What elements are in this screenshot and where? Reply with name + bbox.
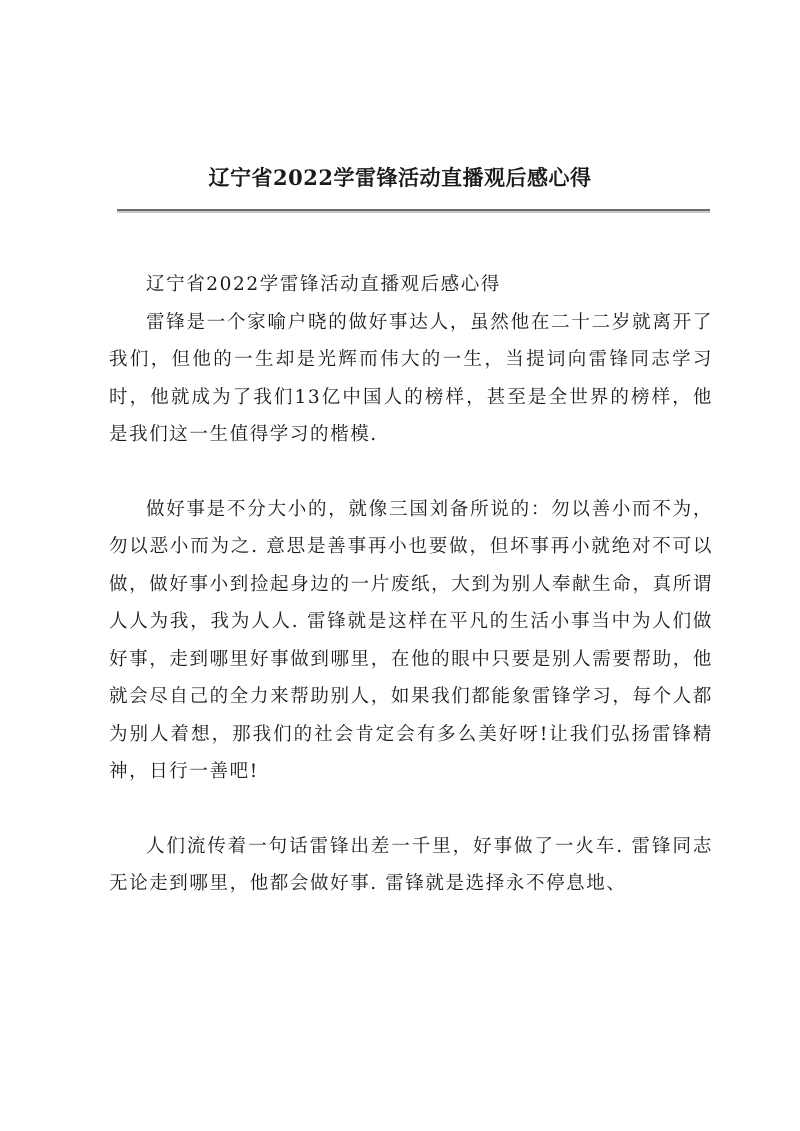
paragraph-subtitle: 辽宁省2022学雷锋活动直播观后感心得 — [146, 274, 501, 295]
document-body — [109, 266, 713, 903]
paragraph-3: 人们流传着一句话雷锋出差一千里，好事做了一火车. 雷锋同志无论走到哪里，他都会做好事. 雷锋就是选择永不停息地、 — [109, 835, 713, 894]
paragraph-1: 雷锋是一个家喻户晓的做好事达人，虽然他在二十二岁就离开了我们，但他的一生却是光辉而伟大的一生，当提词向雷锋同志学习时，他就成为了我们13亿中国人的榜样，甚至是全世界的榜样，他是我们这一生值得学习的楷模. — [109, 311, 713, 445]
paragraph-2: 做好事是不分大小的，就像三国刘备所说的：勿以善小而不为，勿以恶小而为之. 意思是善事再小也要做，但坏事再小就绝对不可以做，做好事小到捡起身边的一片废纸，大到为别人奉献生命，真所谓人人为我，我为人人. 雷锋就是这样在平凡的生活小事当中为人们做好事，走到哪里好事做到哪里，在他的眼中只要是别人需要帮助，他就会尽自己的全力来帮助别人，如果我们都能象雷锋学习，每个人都为别人着想，那我们的社会肯定会有多么美好呀!让我们弘扬雷锋精神，日行一善吧! — [109, 498, 713, 782]
document-title: 辽宁省2022学雷锋活动直播观后感心得 — [208, 165, 592, 190]
title-divider — [117, 209, 710, 211]
